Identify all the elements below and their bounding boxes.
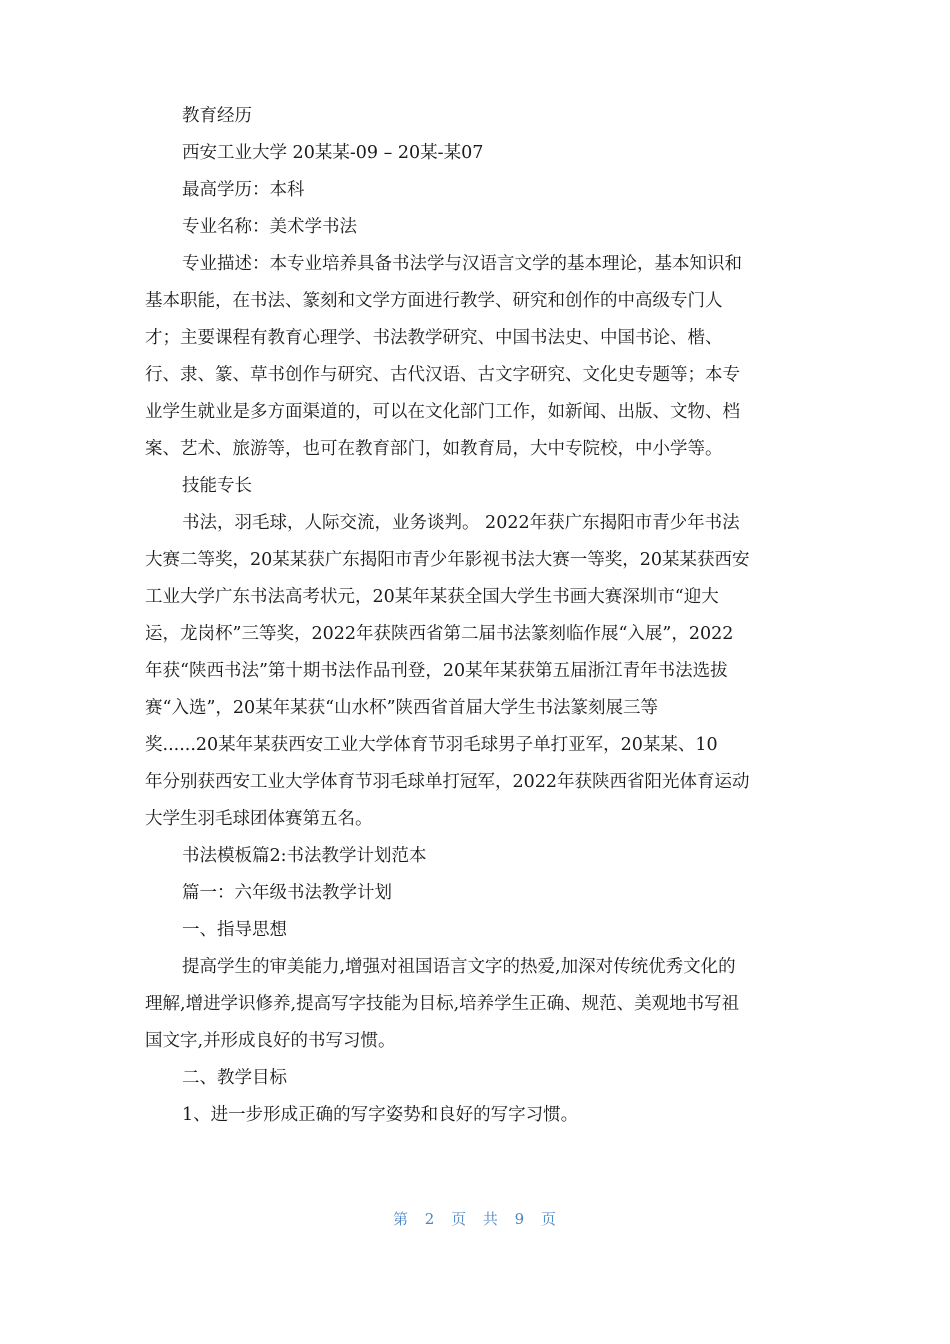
paragraph-line: 提高学生的审美能力,增强对祖国语言文字的热爱,加深对传统优秀文化的 <box>182 957 736 977</box>
section2-subtitle: 篇一：六年级书法教学计划 <box>182 883 392 903</box>
paragraph-line: 大赛二等奖，20某某获广东揭阳市青少年影视书法大赛一等奖，20某某获西安 <box>145 550 750 570</box>
paragraph-line: 基本职能，在书法、篆刻和文学方面进行教学、研究和创作的中高级专门人 <box>145 291 723 311</box>
skills-paragraph <box>145 505 810 838</box>
paragraph-line: 奖......20某年某获西安工业大学体育节羽毛球男子单打亚军，20某某、10 <box>145 735 718 755</box>
goal-item-1: 1、进一步形成正确的写字姿势和良好的写字习惯。 <box>182 1105 579 1125</box>
guiding-paragraph <box>145 949 810 1060</box>
paragraph-line: 行、隶、篆、草书创作与研究、古代汉语、古文字研究、文化史专题等；本专 <box>145 365 740 385</box>
guiding-heading: 一、指导思想 <box>182 920 287 940</box>
paragraph-line: 专业描述：本专业培养具备书法学与汉语言文学的基本理论，基本知识和 <box>182 254 742 274</box>
paragraph-line: 年获“陕西书法”第十期书法作品刊登，20某年某获第五届浙江青年书法选拔 <box>145 661 728 681</box>
paragraph-line: 业学生就业是多方面渠道的，可以在文化部门工作，如新闻、出版、文物、档 <box>145 402 740 422</box>
skills-heading: 技能专长 <box>182 476 252 496</box>
paragraph-line: 国文字,并形成良好的书写习惯。 <box>145 1031 396 1051</box>
paragraph-line: 赛“入选”，20某年某获“山水杯”陕西省首届大学生书法篆刻展三等 <box>145 698 659 718</box>
paragraph-line: 才；主要课程有教育心理学、书法教学研究、中国书法史、中国书论、楷、 <box>145 328 723 348</box>
section2-title: 书法模板篇2:书法教学计划范本 <box>182 846 427 866</box>
school-line: 西安工业大学 20某某-09 – 20某-某07 <box>182 143 484 163</box>
goals-heading: 二、教学目标 <box>182 1068 287 1088</box>
paragraph-line: 工业大学广东书法高考状元，20某年某获全国大学生书画大赛深圳市“迎大 <box>145 587 719 607</box>
page-number-footer: 第 2 页 共 9 页 <box>393 1210 557 1228</box>
major-line: 专业名称：美术学书法 <box>182 217 357 237</box>
paragraph-line: 年分别获西安工业大学体育节羽毛球单打冠军，2022年获陕西省阳光体育运动 <box>145 772 750 792</box>
education-heading: 教育经历 <box>182 106 252 126</box>
paragraph-line: 运，龙岗杯”三等奖，2022年获陕西省第二届书法篆刻临作展“入展”，2022 <box>145 624 734 644</box>
degree-line: 最高学历：本科 <box>182 180 305 200</box>
document-body <box>145 98 810 1134</box>
paragraph-line: 理解,增进学识修养,提高写字技能为目标,培养学生正确、规范、美观地书写祖 <box>145 994 740 1014</box>
paragraph-line: 案、艺术、旅游等，也可在教育部门，如教育局，大中专院校，中小学等。 <box>145 439 723 459</box>
major-description-paragraph <box>145 246 810 468</box>
paragraph-line: 大学生羽毛球团体赛第五名。 <box>145 809 373 829</box>
paragraph-line: 书法，羽毛球，人际交流，业务谈判。 2022年获广东揭阳市青少年书法 <box>182 513 740 533</box>
